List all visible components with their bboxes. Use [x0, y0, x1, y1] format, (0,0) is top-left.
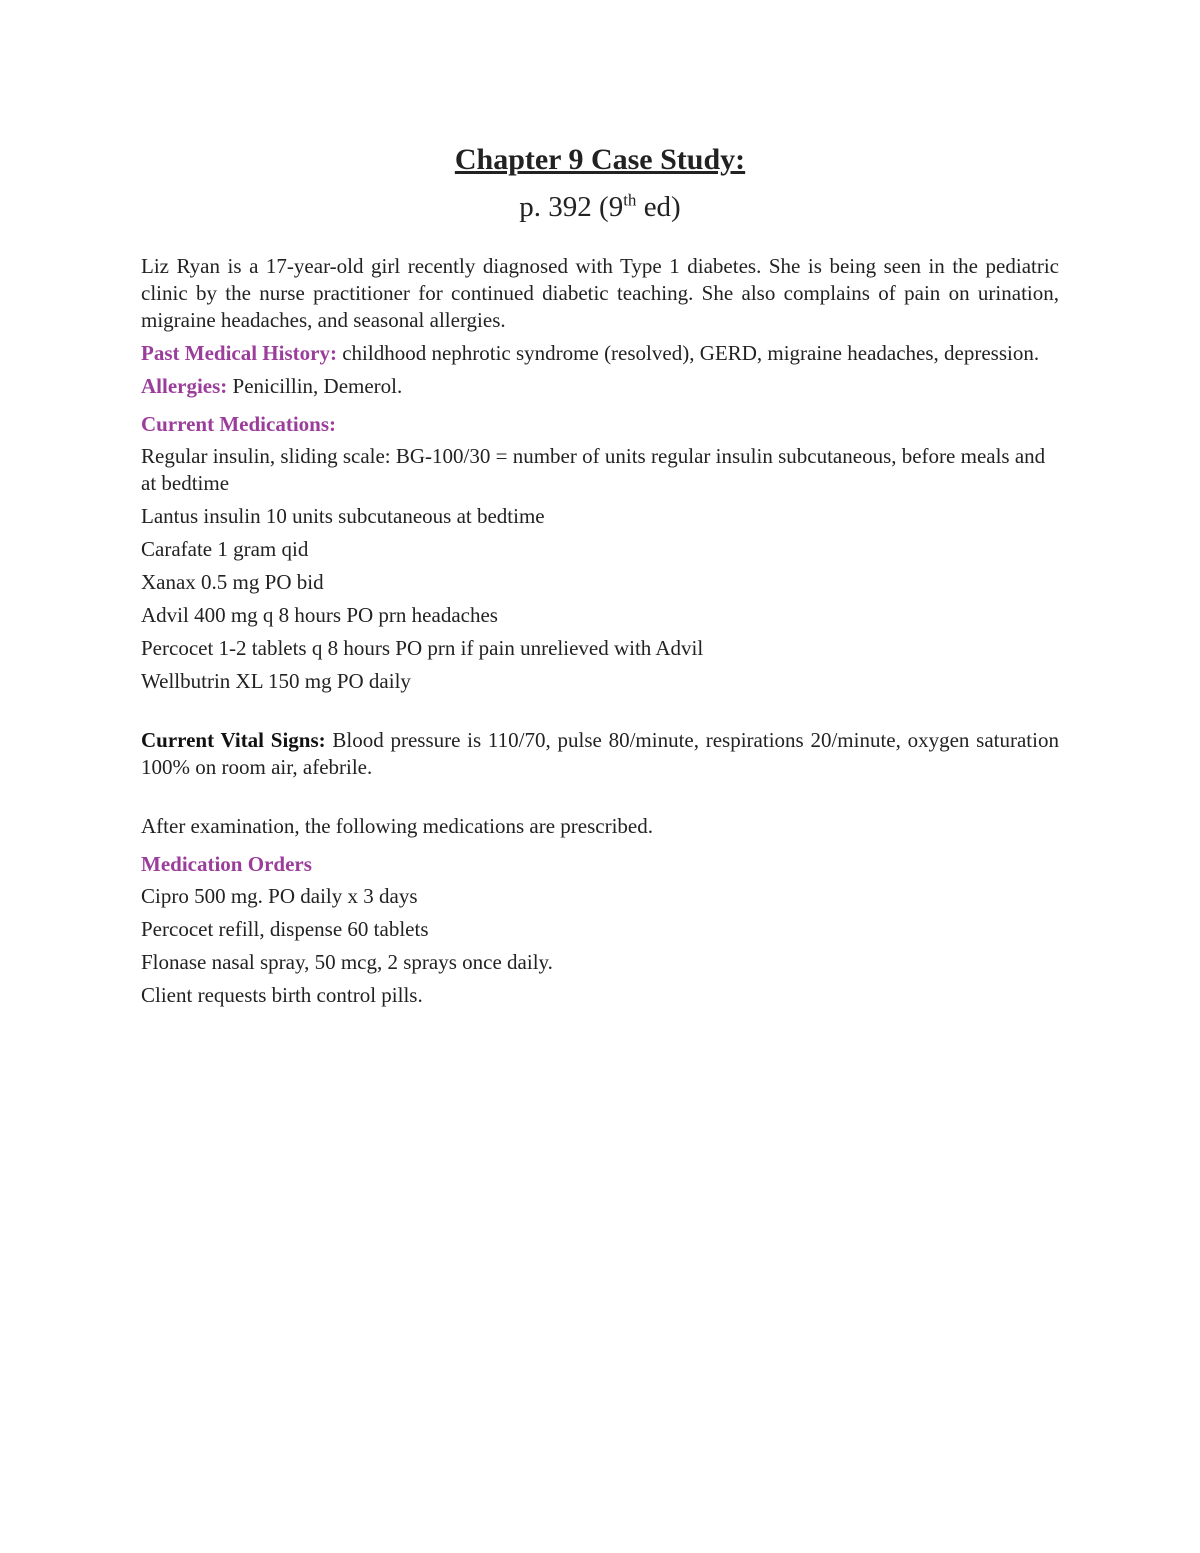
- after-exam-text: After examination, the following medications are prescribed.: [141, 814, 653, 838]
- subtitle-superscript: th: [623, 190, 637, 210]
- current-medications-list: [141, 443, 1059, 695]
- allergies-text: Penicillin, Demerol.: [227, 374, 403, 398]
- medication-orders-list: [141, 883, 1059, 1009]
- medication-order-item: Flonase nasal spray, 50 mcg, 2 sprays once daily.: [141, 950, 553, 974]
- current-medication-item: Advil 400 mg q 8 hours PO prn headaches: [141, 603, 498, 627]
- document-content: [141, 140, 1059, 1015]
- current-medication-item: Wellbutrin XL 150 mg PO daily: [141, 669, 411, 693]
- subtitle-suffix: ed): [636, 191, 681, 223]
- past-medical-history-text: childhood nephrotic syndrome (resolved), GERD, migraine headaches, depression.: [336, 341, 1040, 365]
- intro-paragraph: Liz Ryan is a 17-year-old girl recently diagnosed with Type 1 diabetes. She is being seen in the pediatric clinic by the nurse practitioner for continued diabetic teaching. She also complains of pain on urination, migraine headaches, and seasonal allergies.: [141, 254, 1059, 332]
- current-medication-item: Lantus insulin 10 units subcutaneous at bedtime: [141, 504, 545, 528]
- current-medication-item: Regular insulin, sliding scale: BG-100/30 = number of units regular insulin subcutaneous, before meals and at bedtime: [141, 444, 1046, 495]
- vital-signs-label: Current Vital Signs:: [141, 728, 326, 752]
- past-medical-history: [141, 340, 1059, 367]
- page-title: Chapter 9 Case Study:: [454, 143, 746, 176]
- past-medical-history-label: Past Medical History:: [141, 341, 337, 365]
- current-vital-signs: [141, 727, 1059, 781]
- subtitle-prefix: p. 392 (9: [519, 191, 624, 223]
- current-medications-heading: Current Medications:: [141, 412, 336, 436]
- vital-signs-text: Blood pressure is 110/70, pulse 80/minute, respirations 20/minute, oxygen saturation 100% on room air, afebrile.: [141, 728, 1059, 779]
- allergies: [141, 373, 1059, 400]
- allergies-label: Allergies:: [141, 374, 228, 398]
- medication-order-item: Percocet refill, dispense 60 tablets: [141, 917, 429, 941]
- page-subtitle: [141, 188, 1059, 226]
- current-medication-item: Xanax 0.5 mg PO bid: [141, 570, 324, 594]
- medication-orders-heading: Medication Orders: [141, 852, 312, 876]
- medication-order-item: Cipro 500 mg. PO daily x 3 days: [141, 884, 418, 908]
- current-medication-item: Carafate 1 gram qid: [141, 537, 309, 561]
- current-medication-item: Percocet 1-2 tablets q 8 hours PO prn if pain unrelieved with Advil: [141, 636, 704, 660]
- medication-order-item: Client requests birth control pills.: [141, 983, 423, 1007]
